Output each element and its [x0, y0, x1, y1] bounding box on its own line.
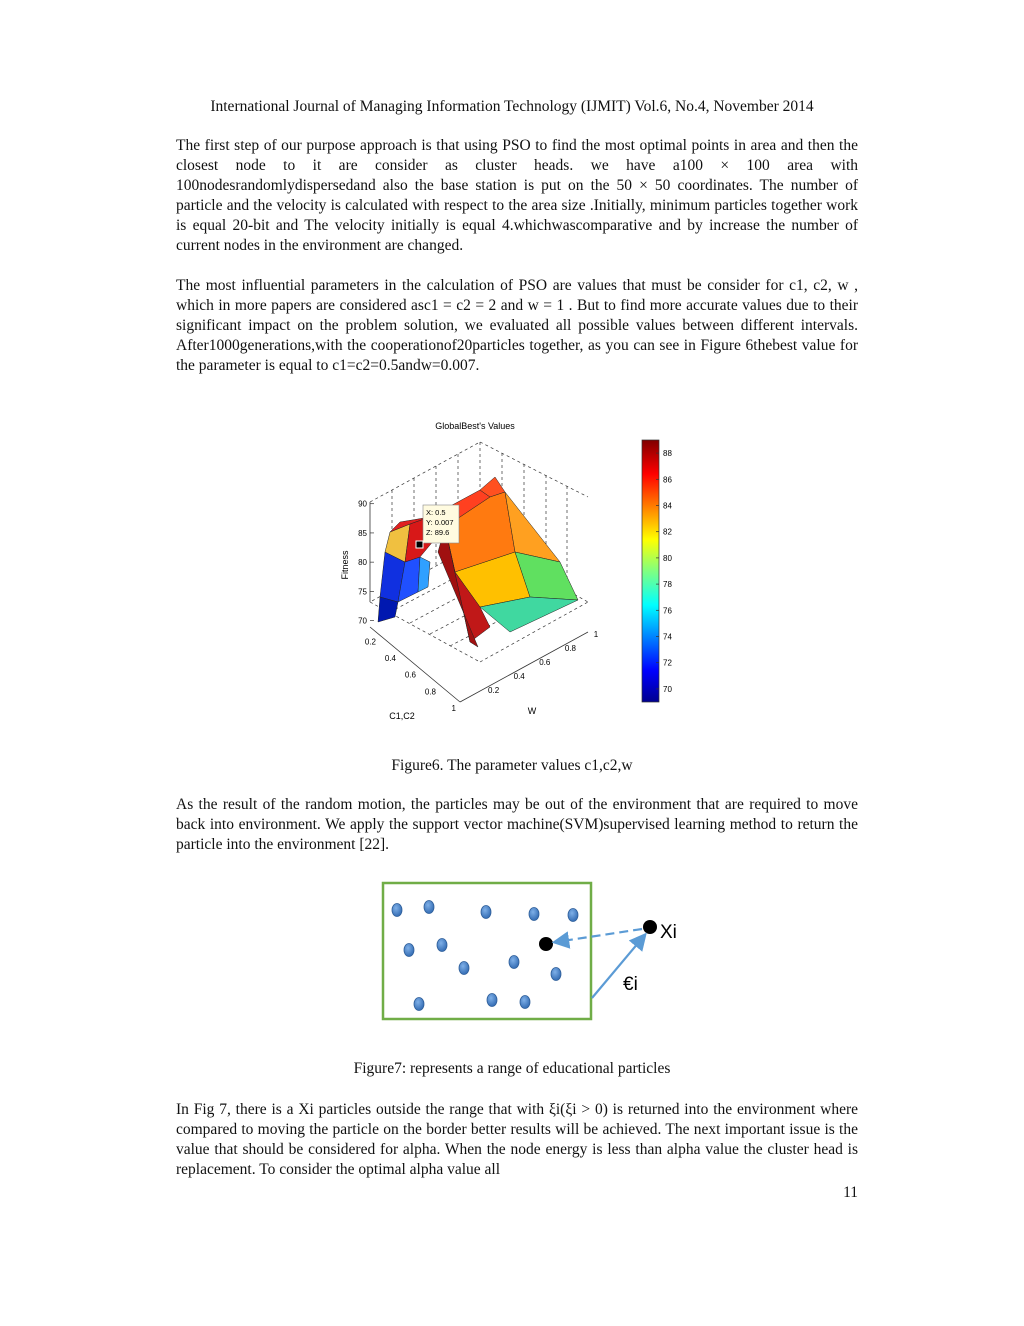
- colorbar-tick-label: 86: [663, 475, 672, 485]
- outside-particle-xi: [643, 920, 657, 934]
- paragraph-pso-parameters: The most influential parameters in the calculation of PSO are values that must be consider for c1, c2, w , which in more papers are considered asc1 = c2 = 2 and w = 1 . But to find more accurate values due to their significant impact on the problem solution, we evaluated all possible values between different intervals. After1000generations,with the cooperationof20particles together, as you can see in Figure 6thebest value for the parameter is equal to c1=c2=0.5andw=0.007.: [176, 277, 858, 374]
- z-axis: [358, 500, 374, 626]
- y-tick-label: 1: [593, 630, 599, 639]
- y-axis-label: W: [527, 706, 537, 716]
- y-tick-label: 0.8: [564, 644, 576, 653]
- colorbar-tick-label: 72: [663, 658, 672, 668]
- figure6-caption: Figure6. The parameter values c1,c2,w: [391, 757, 633, 774]
- y-axis: [488, 630, 599, 695]
- x-tick-label: 1: [451, 704, 456, 713]
- surface-patches: [378, 477, 578, 647]
- label-xi: Xi: [660, 922, 677, 943]
- z-tick-label: 80: [358, 558, 367, 568]
- colorbar-tick-label: 76: [663, 606, 672, 616]
- z-tick-label: 90: [358, 499, 367, 509]
- x-axis: [365, 637, 457, 713]
- running-header: International Journal of Managing Information Technology (IJMIT) Vol.6, No.4, November 2014: [210, 98, 814, 115]
- y-tick-label: 0.2: [488, 686, 500, 695]
- paragraph-random-motion: As the result of the random motion, the particles may be out of the environment that are required to move back into environment. We apply the support vector machine(SVM)supervised learning method to return the particle into the environment [22].: [176, 796, 858, 853]
- x-axis-label: C1,C2: [389, 711, 415, 721]
- paragraph-fig7-discussion: In Fig 7, there is a Xi particles outside the range that with ξi(ξi > 0) is returned into the environment where compared to moving the particle on the border better results will be achieved. The next important issue is the value that should be considered for alpha. When the node energy is less than alpha value the cluster head is replacement. To consider the optimal alpha value all: [176, 1101, 858, 1178]
- y-tick-label: 0.4: [513, 672, 525, 681]
- figure6-surface-chart: [330, 412, 700, 722]
- label-epsilon-i: €i: [623, 974, 638, 995]
- page-number: 11: [843, 1184, 858, 1201]
- colorbar-tick-label: 70: [663, 684, 672, 694]
- datatip-y: Y: 0.007: [426, 518, 454, 527]
- z-tick-label: 85: [358, 528, 367, 538]
- chart-title: GlobalBest's Values: [435, 421, 515, 431]
- colorbar-tick-label: 78: [663, 580, 672, 590]
- paragraph-pso-approach: The first step of our purpose approach is that using PSO to find the most optimal points in area and then the closest node to it are consider as cluster heads. we have a100 × 100 area with 100nodesrandomlydispersedand also the base station is put on the 50 × 50 coordinates. The number of particle and the velocity is calculated with respect to the area size .Initially, minimum particles together work is equal 20-bit and The velocity initially is equal 4.whichwascomparative and by increase the number of current nodes in the environment are changed.: [176, 137, 858, 254]
- x-tick-label: 0.2: [364, 637, 376, 647]
- returned-particle: [539, 937, 553, 951]
- z-tick-label: 75: [358, 587, 367, 597]
- y-tick-label: 0.6: [539, 658, 551, 667]
- colorbar-tick-label: 80: [663, 553, 672, 563]
- datatip-x: X: 0.5: [426, 508, 446, 517]
- datatip-marker: [416, 541, 423, 548]
- colorbar-tick-label: 82: [663, 527, 672, 537]
- z-tick-label: 70: [358, 616, 367, 626]
- x-tick-label: 0.6: [404, 670, 416, 680]
- z-axis-label: Fitness: [340, 550, 350, 580]
- colorbar-tick-label: 88: [663, 449, 672, 459]
- figure7-caption: Figure7: represents a range of educational particles: [353, 1060, 671, 1077]
- x-tick-label: 0.8: [424, 687, 436, 697]
- colorbar-tick-label: 74: [663, 632, 672, 642]
- datatip-z: Z: 89.6: [426, 528, 450, 537]
- x-tick-label: 0.4: [384, 654, 396, 663]
- figure7-svm-diagram: [380, 880, 700, 1025]
- colorbar-tick-label: 84: [663, 501, 672, 511]
